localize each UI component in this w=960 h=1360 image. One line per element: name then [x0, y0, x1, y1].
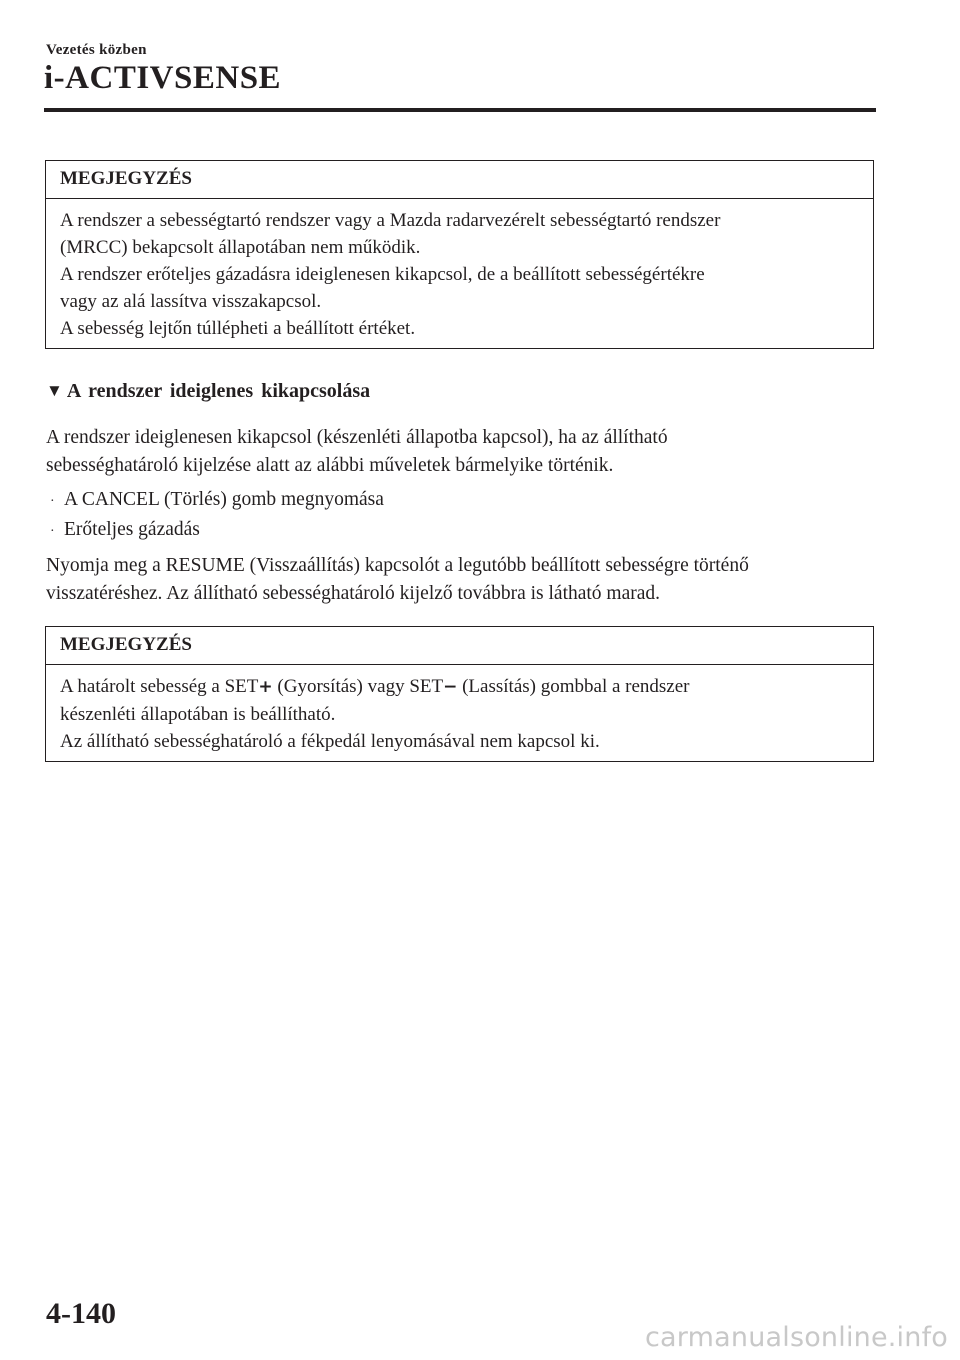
note-box-1	[45, 160, 874, 349]
note-line: A rendszer a sebességtartó rendszer vagy a Mazda radarvezérelt sebességtartó rendszer	[60, 210, 721, 231]
bullet-list	[50, 486, 384, 546]
note-body	[46, 199, 873, 348]
minus-icon: −	[443, 677, 458, 697]
plus-icon: +	[258, 677, 273, 697]
note-body	[46, 665, 873, 761]
paragraph-line: A rendszer ideiglenesen kikapcsol (készenléti állapotba kapcsol), ha az állítható	[46, 427, 668, 448]
bullet-dot-icon: ·	[50, 524, 55, 539]
note-text: (Gyorsítás) vagy SET	[272, 676, 444, 697]
note-line: (MRCC) bekapcsolt állapotában nem működik.	[60, 237, 421, 258]
list-item	[50, 516, 384, 546]
note-line: A sebesség lejtőn túllépheti a beállított értéket.	[60, 318, 416, 339]
note-line: A rendszer erőteljes gázadásra ideiglenesen kikapcsol, de a beállított sebességértékre	[60, 264, 705, 285]
note-line	[60, 673, 859, 701]
subsection-heading	[46, 380, 370, 403]
note-heading: MEGJEGYZÉS	[46, 161, 873, 199]
note-line: vagy az alá lassítva visszakapcsol.	[60, 291, 322, 312]
paragraph-2	[46, 552, 749, 608]
list-item-text: A CANCEL (Törlés) gomb megnyomása	[64, 489, 384, 510]
paragraph-line: Nyomja meg a RESUME (Visszaállítás) kapcsolót a legutóbb beállított sebességre történő	[46, 555, 749, 576]
header-divider	[44, 108, 876, 112]
watermark: carmanualsonline.info	[645, 1322, 948, 1353]
section-label: Vezetés közben	[46, 42, 147, 58]
paragraph-1	[46, 424, 668, 480]
triangle-down-icon: ▼	[46, 381, 63, 400]
chapter-title: i-ACTIVSENSE	[44, 60, 282, 96]
note-box-2	[45, 626, 874, 762]
note-line: készenléti állapotában is beállítható.	[60, 704, 336, 725]
bullet-dot-icon: ·	[50, 494, 55, 509]
list-item	[50, 486, 384, 516]
paragraph-line: sebességhatároló kijelzése alatt az alábbi műveletek bármelyike történik.	[46, 455, 614, 476]
note-text: (Lassítás) gombbal a rendszer	[457, 676, 690, 697]
note-text: A határolt sebesség a SET	[60, 676, 259, 697]
list-item-text: Erőteljes gázadás	[64, 519, 200, 540]
subsection-title: A rendszer ideiglenes kikapcsolása	[66, 380, 371, 402]
note-line: Az állítható sebességhatároló a fékpedál lenyomásával nem kapcsol ki.	[60, 731, 600, 752]
page-number: 4-140	[46, 1297, 116, 1330]
note-heading: MEGJEGYZÉS	[46, 627, 873, 665]
paragraph-line: visszatéréshez. Az állítható sebességhatároló kijelző továbbra is látható marad.	[46, 583, 661, 604]
